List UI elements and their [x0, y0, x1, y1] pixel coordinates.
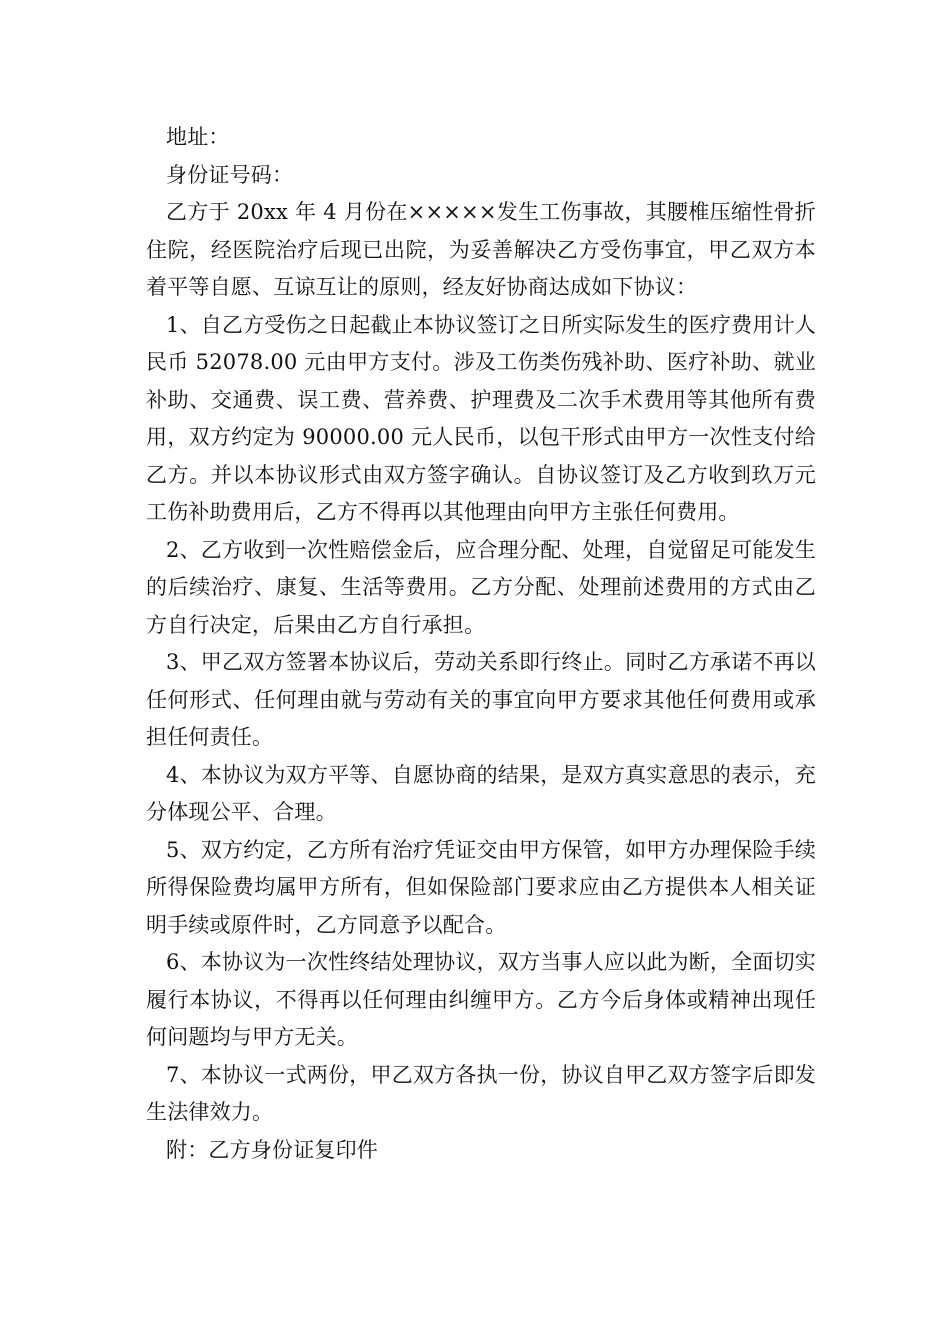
clause-1: 1、自乙方受伤之日起截止本协议签订之日所实际发生的医疗费用计人民币 52078.00 元由甲方支付。涉及工伤类伤残补助、医疗补助、就业补助、交通费、误工费、营养费、护理费及二次手术费用等其他所有费用，双方约定为 90000.00 元人民币，以包干形式由甲方一次性支付给乙方。并以本协议形式由双方签字确认。自协议签订及乙方收到玖万元工伤补助费用后，乙方不得再以其他理由向甲方主张任何费用。: [146, 312, 816, 524]
clause-7: 7、本协议一式两份，甲乙双方各执一份，协议自甲乙双方签字后即发生法律效力。: [146, 1062, 816, 1124]
id-number-line: 身份证号码：: [166, 162, 294, 187]
clause-2: 2、乙方收到一次性赔偿金后，应合理分配、处理，自觉留足可能发生的后续治疗、康复、生活等费用。乙方分配、处理前述费用的方式由乙方自行决定，后果由乙方自行承担。: [146, 537, 816, 637]
address-line: 地址：: [166, 125, 230, 149]
attachment-line: 附：乙方身份证复印件: [166, 1137, 378, 1162]
preamble-paragraph: 乙方于 20xx 年 4 月份在×××××发生工伤事故，其腰椎压缩性骨折住院，经医院治疗后现已出院，为妥善解决乙方受伤事宜，甲乙双方本着平等自愿、互谅互让的原则，经友好协商达成如下协议：: [146, 200, 816, 299]
clause-3: 3、甲乙双方签署本协议后，劳动关系即行终止。同时乙方承诺不再以任何形式、任何理由就与劳动有关的事宜向甲方要求其他任何费用或承担任何责任。: [146, 650, 816, 749]
clause-5: 5、双方约定，乙方所有治疗凭证交由甲方保管，如甲方办理保险手续所得保险费均属甲方所有，但如保险部门要求应由乙方提供本人相关证明手续或原件时，乙方同意予以配合。: [146, 837, 816, 937]
clause-4: 4、本协议为双方平等、自愿协商的结果，是双方真实意思的表示，充分体现公平、合理。: [146, 762, 816, 824]
document-body: [146, 119, 816, 1169]
clause-6: 6、本协议为一次性终结处理协议，双方当事人应以此为断，全面切实履行本协议，不得再以任何理由纠缠甲方。乙方今后身体或精神出现任何问题均与甲方无关。: [146, 950, 816, 1049]
